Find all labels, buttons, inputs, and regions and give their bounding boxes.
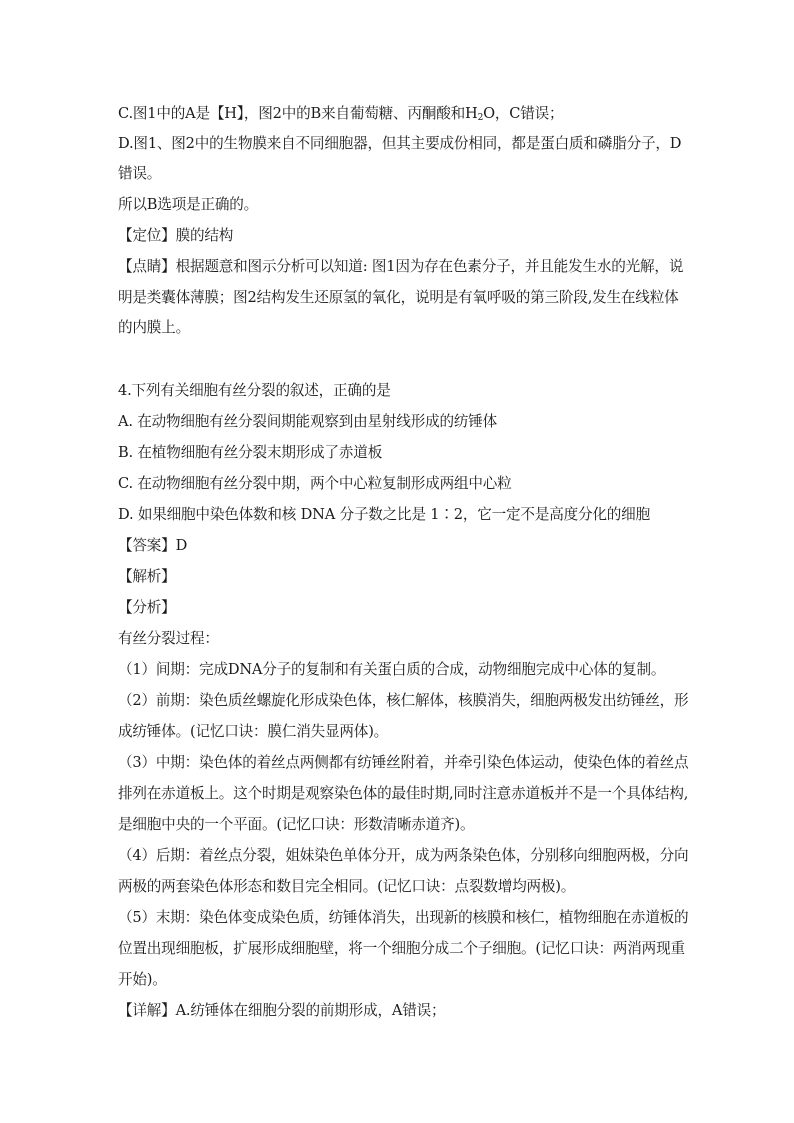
jiexi-label: 【解析】: [118, 568, 176, 585]
process-line: 是细胞中央的一个平面。(记忆口诀：形数清晰赤道齐)。: [118, 816, 475, 833]
process-line: （1）间期：完成DNA分子的复制和有关蛋白质的合成，动物细胞完成中心体的复制。: [118, 661, 666, 678]
process-line: 成纺锤体。(记忆口诀：膜仁消失显两体)。: [118, 723, 389, 740]
dianjing-line-2: 明是类囊体薄膜；图2结构发生还原氢的氧化，说明是有氧呼吸的第三阶段,发生在线粒体: [118, 289, 679, 306]
answer-label: 【答案】D: [118, 537, 188, 554]
option-d-explanation-line-2: 错误。: [118, 165, 162, 182]
dianjing-line-1: 【点睛】根据题意和图示分析可以知道: 图1因为存在色素分子，并且能发生水的光解，说: [118, 258, 684, 275]
option-c-explanation: C.图1中的A是【H】，图2中的B来自葡萄糖、丙酮酸和$H_2O$，C错误；: [118, 105, 564, 123]
dingwei-label: 【定位】膜的结构: [118, 227, 234, 244]
conclusion-line: 所以B选项是正确的。: [118, 196, 259, 213]
process-line: 位置出现细胞板，扩展形成细胞壁，将一个细胞分成二个子细胞。(记忆口诀：两消两现重: [118, 940, 685, 957]
question-4-stem: 4.下列有关细胞有丝分裂的叙述，正确的是: [118, 382, 391, 399]
question-4-option-a: A. 在动物细胞有丝分裂间期能观察到由星射线形成的纺锤体: [118, 413, 498, 430]
process-line: （2）前期：染色质丝螺旋化形成染色体，核仁解体，核膜消失，细胞两极发出纺锤丝，形: [118, 692, 689, 709]
process-title: 有丝分裂过程：: [118, 630, 219, 647]
process-line: （4）后期：着丝点分裂，姐妹染色单体分开，成为两条染色体，分别移向细胞两极，分向: [118, 847, 689, 864]
question-4-option-d: D. 如果细胞中染色体数和核 DNA 分子数之比是 1∶2，它一定不是高度分化的细胞: [118, 506, 650, 523]
option-d-explanation-line-1: D.图1、图2中的生物膜来自不同细胞器，但其主要成份相同，都是蛋白质和磷脂分子，D: [118, 135, 682, 152]
question-4-option-b: B. 在植物细胞有丝分裂末期形成了赤道板: [118, 444, 383, 461]
question-4-option-c: C. 在动物细胞有丝分裂中期，两个中心粒复制形成两组中心粒: [118, 475, 512, 492]
dianjing-line-3: 的内膜上。: [118, 319, 190, 336]
process-line: （5）末期：染色体变成染色质，纺锤体消失，出现新的核膜和核仁，植物细胞在赤道板的: [118, 909, 689, 926]
xiangjie-line: 【详解】A.纺锤体在细胞分裂的前期形成，A错误；: [118, 1002, 446, 1019]
process-line: （3）中期：染色体的着丝点两侧都有纺锤丝附着，并牵引染色体运动，使染色体的着丝点: [118, 754, 689, 771]
process-line: 两极的两套染色体形态和数目完全相同。(记忆口诀：点裂数增均两极)。: [118, 878, 576, 895]
fenxi-label: 【分析】: [118, 599, 176, 616]
process-line: 排列在赤道板上。这个时期是观察染色体的最佳时期,同时注意赤道板并不是一个具体结构,: [118, 785, 689, 802]
process-line: 开始)。: [118, 971, 167, 988]
